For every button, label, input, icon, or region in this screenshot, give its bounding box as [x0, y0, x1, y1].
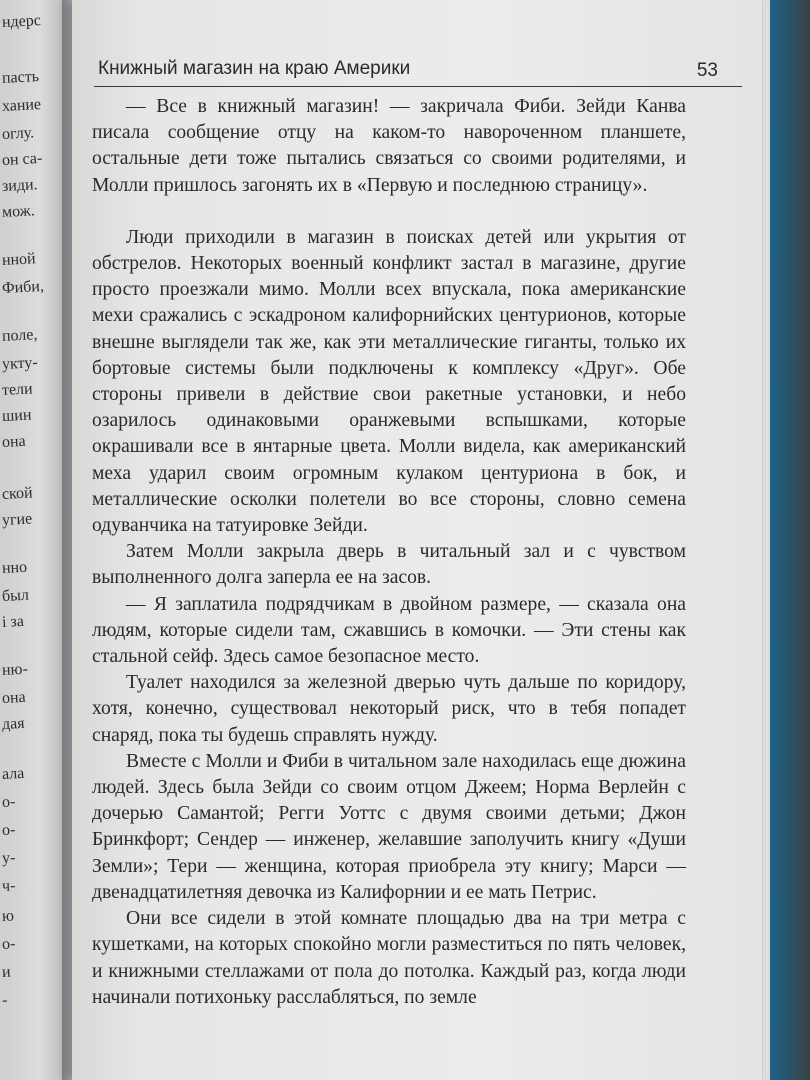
left-page-fragment: хание — [1, 95, 42, 115]
left-page-fragment: зиди. — [1, 176, 38, 195]
left-page-fragment: ала — [1, 764, 25, 783]
left-page-fragment: Фиби, — [1, 277, 45, 297]
left-page-fragment: ской — [1, 484, 34, 503]
left-page-fragment: она — [1, 688, 27, 707]
left-page-fragment: и — [1, 963, 11, 981]
left-page-fragment: тели — [1, 380, 34, 399]
paragraph: Туалет находился за железной дверью чуть дальше по коридору, хотя, конечно, существовал некоторый риск, что в тебя попадет снаряд, пока ты будешь справлять нужду. — [92, 672, 686, 746]
left-page-fragment: ню- — [1, 660, 29, 679]
left-page-fragment: оглу. — [1, 124, 35, 143]
paragraph: Вместе с Молли и Фиби в читальном зале находилась еще дюжина людей. Здесь была Зейди со своим отцом Джеем; Норма Верлейн с дочерью Самантой; Регги Уоттс с двумя своими детьми; Джон Бринкфорт; Сендер — инженер, желавшие заполучить книгу «Души Земли»; Тери — женщина, которая приобрела эту книгу; Марси — двенадцатилетняя девочка из Калифорнии и ее мать Петрис. — [92, 750, 686, 903]
running-head — [94, 56, 742, 87]
left-page-fragment: - — [1, 991, 8, 1009]
left-page-fragment: о- — [1, 935, 16, 953]
body-text — [92, 94, 686, 1011]
left-page-fragment: нно — [1, 558, 28, 577]
left-page-fragment: ндерс — [1, 11, 42, 31]
left-page-fragment: і за — [1, 612, 25, 631]
left-page-fragment: был — [1, 586, 30, 605]
left-page-fragment: дая — [1, 714, 25, 733]
paragraph: Они все сидели в этой комнате площадью два на три метра с кушетками, на которых спокойно могли разместиться по пять человек, и книжными стеллажами от пола до потолка. Каждый раз, когда люди начинали потихоньку расслабляться, по земле — [92, 908, 686, 1008]
left-page-fragment: нной — [1, 250, 37, 269]
previous-page — [0, 0, 66, 1080]
book-page — [72, 0, 762, 1080]
running-title: Книжный магазин на краю Америки — [98, 58, 411, 79]
paragraph: Затем Молли закрыла дверь в читальный зал и с чувством выполненного долга заперла ее на засов. — [92, 541, 686, 589]
left-page-fragment: мож. — [1, 202, 36, 221]
left-page-fragment: пасть — [1, 68, 40, 87]
left-page-fragment: поле, — [1, 326, 38, 345]
page-number: 53 — [696, 60, 718, 81]
paragraph: Люди приходили в магазин в поисках детей или укрытия от обстрелов. Некоторых военный конфликт застал в магазине, другие просто проезжали мимо. Молли всех впускала, пока американские мехи сражались с эскадроном калифорнийских центурионов, которые внешне выглядели так же, как эти металлические гиганты, только их бортовые системы были подключены к комплексу «Друг». Обе стороны привели в действие свои ракетные установки, и небо озарилось одинаковыми оранжевыми вспышками, которые окрашивали все в янтарные цвета. Молли видела, как американский меха ударил своим огромным кулаком центуриона в бок, и металлические осколки полетели во все стороны, словно семена одуванчика на татуировке Зейди. — [92, 226, 686, 537]
left-page-fragment: она — [1, 432, 27, 451]
left-page-fragment: ч- — [1, 877, 16, 895]
left-page-fragment: он са- — [1, 149, 43, 169]
left-page-fragment: угие — [1, 510, 33, 529]
left-page-fragment: укту- — [1, 354, 39, 373]
paragraph: — Все в книжный магазин! — закричала Фиби. Зейди Канва писала сообщение отцу на каком-то навороченном планшете, остальные дети тоже пытались связаться со своими родителями, и Молли пришлось загонять их в «Первую и последнюю страницу». — [92, 96, 686, 196]
paragraph: — Я заплатила подрядчикам в двойном размере, — сказала она людям, которые сидели там, сжавшись в комочки. — Эти стены как стальной сейф. Здесь самое безопасное место. — [92, 593, 686, 668]
left-page-fragment: шин — [1, 406, 32, 425]
left-page-fragment: о- — [1, 793, 16, 811]
left-page-fragment: у- — [1, 849, 16, 867]
left-page-fragment: о- — [1, 821, 16, 839]
left-page-fragment: ю — [1, 907, 15, 925]
